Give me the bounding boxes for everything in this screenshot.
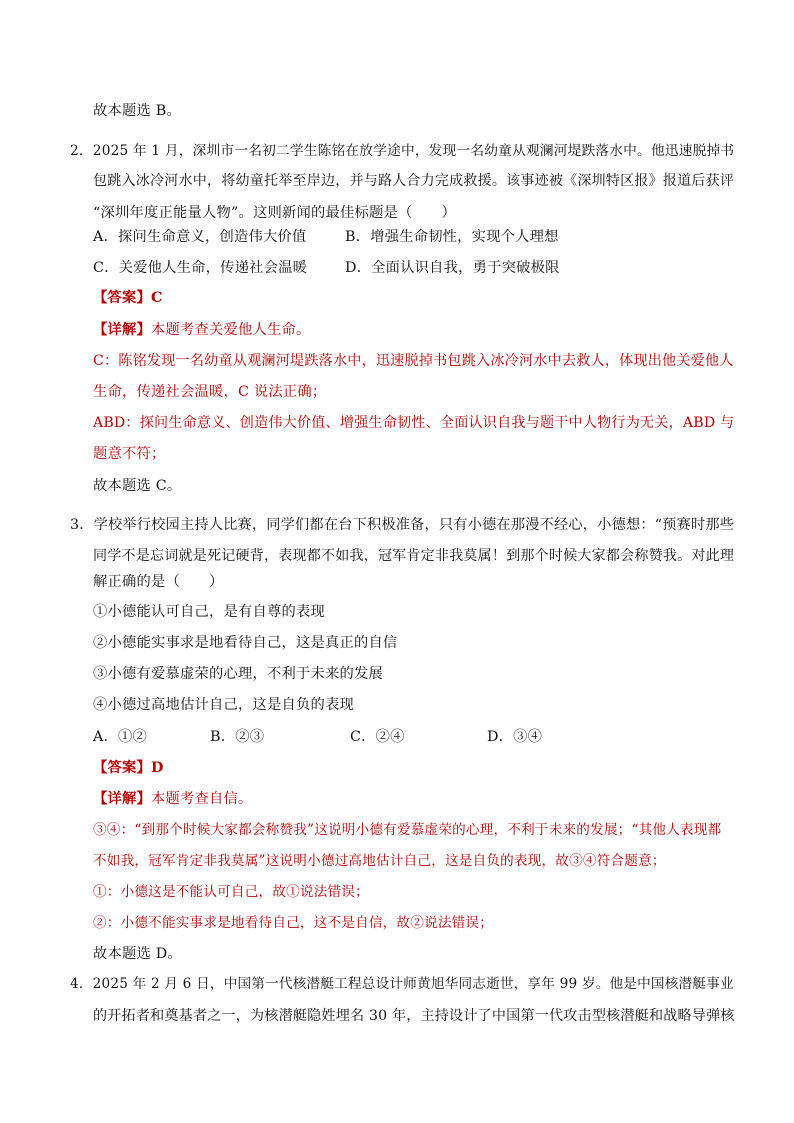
detail-text: 本题考查关爱他人生命。	[151, 322, 311, 338]
q1-conclusion: 故本题选 B。	[93, 103, 181, 119]
q2-answer	[93, 288, 163, 308]
q2-option-b: B．增强生命韧性，实现个人理想	[345, 229, 559, 245]
q2-explanation-line-1: C：陈铭发现一名幼童从观澜河堤跌落水中，迅速脱掉书包跳入冰冷河水中去救人，体现出他关爱他人	[93, 353, 734, 369]
q3-option-a: A．①②	[93, 729, 148, 745]
q2-stem-line-3: “深圳年度正能量人物”。这则新闻的最佳标题是（ ）	[93, 205, 456, 221]
q3-explanation-line-4: ②：小德不能实事求是地看待自己，这不是自信，故②说法错误；	[93, 915, 494, 931]
q3-explanation-line-2: 不如我，冠军肯定非我莫属”这说明小德过高地估计自己，这是自负的表现，故③④符合题意；	[93, 853, 666, 869]
q3-option-b: B．②③	[210, 729, 265, 745]
q2-stem-line-1: 2．2025 年 1 月，深圳市一名初二学生陈铭在放学途中，发现一名幼童从观澜河堤跌落水中。他迅速脱掉书	[70, 143, 735, 159]
detail-text: 本题考查自信。	[151, 791, 253, 807]
q3-explanation-line-3: ①：小德这是不能认可自己，故①说法错误；	[93, 884, 369, 900]
q3-statement-1: ①小德能认可自己，是有自尊的表现	[93, 604, 325, 620]
q2-option-d: D．全面认识自我，勇于突破极限	[345, 260, 560, 276]
q3-stem-line-3: 解正确的是（ ）	[93, 574, 224, 590]
q2-explanation-line-4: 题意不符；	[93, 446, 166, 462]
detail-tag: 【详解】	[93, 322, 151, 338]
q3-option-c: C．②④	[350, 729, 405, 745]
q3-statement-2: ②小德能实事求是地看待自己，这是真正的自信	[93, 635, 398, 651]
q3-detail	[93, 789, 252, 809]
q3-statement-4: ④小德过高地估计自己，这是自负的表现	[93, 697, 354, 713]
q2-option-a: A．探问生命意义，创造伟大价值	[93, 229, 307, 245]
q2-explanation-line-2: 生命，传递社会温暖，C 说法正确；	[93, 384, 327, 400]
q3-answer	[93, 758, 164, 778]
q2-stem-line-2: 包跳入冰冷河水中，将幼童托举至岸边，并与路人合力完成救援。该事迹被《深圳特区报》报道后获评	[93, 173, 735, 189]
q3-option-d: D．③④	[487, 729, 543, 745]
q3-stem-line-2: 同学不是忘词就是死记硬背，表现都不如我，冠军肯定非我莫属！到那个时候大家都会称赞我。对此理	[93, 548, 735, 564]
answer-value: D	[151, 760, 164, 776]
q4-stem-line-1: 4．2025 年 2 月 6 日，中国第一代核潜艇工程总设计师黄旭华同志逝世，享年 99 岁。他是中国核潜艇事业	[70, 976, 734, 992]
q2-option-c: C．关爱他人生命，传递社会温暖	[93, 260, 308, 276]
q3-conclusion: 故本题选 D。	[93, 946, 182, 962]
q2-explanation-line-3: ABD：探问生命意义、创造伟大价值、增强生命韧性、全面认识自我与题干中人物行为无关，ABD 与	[93, 415, 735, 431]
detail-tag: 【详解】	[93, 791, 151, 807]
q2-detail	[93, 320, 310, 340]
answer-tag: 【答案】	[93, 760, 151, 776]
q4-stem-line-2: 的开拓者和奠基者之一，为核潜艇隐姓埋名 30 年，主持设计了中国第一代攻击型核潜艇和战略导弹核	[93, 1008, 735, 1024]
answer-tag: 【答案】	[93, 290, 151, 306]
q2-conclusion: 故本题选 C。	[93, 478, 182, 494]
q3-statement-3: ③小德有爱慕虚荣的心理，不利于未来的发展	[93, 666, 383, 682]
q3-explanation-line-1: ③④：“到那个时候大家都会称赞我”这说明小德有爱慕虚荣的心理，不利于未来的发展；“其他人表现都	[93, 822, 722, 838]
q3-stem-line-1: 3．学校举行校园主持人比赛，同学们都在台下积极准备，只有小德在那漫不经心，小德想：“预赛时那些	[70, 517, 735, 533]
answer-value: C	[151, 290, 163, 306]
